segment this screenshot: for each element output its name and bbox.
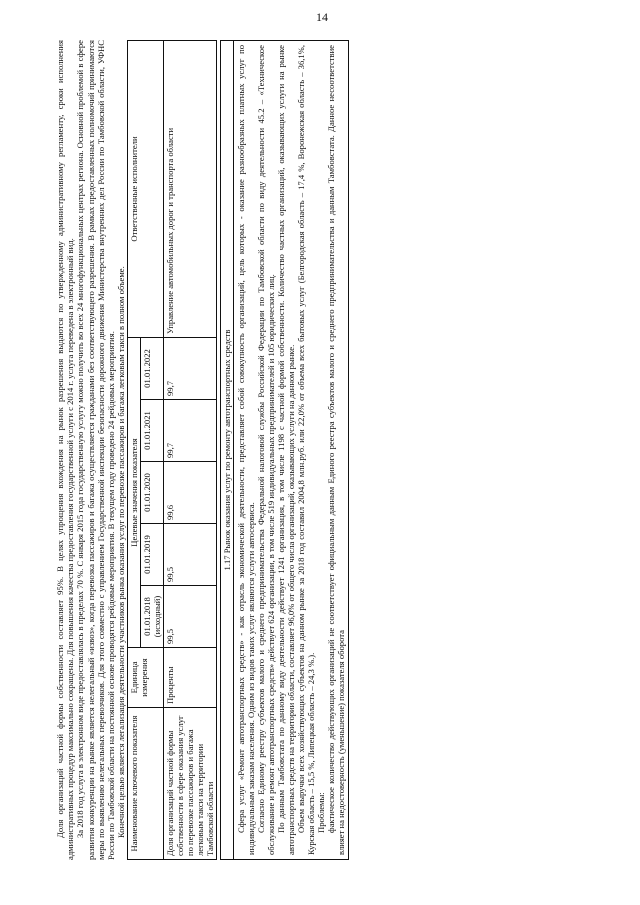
- cell-value: 99,6: [164, 462, 217, 524]
- header-year: 01.01.2021: [141, 400, 164, 462]
- cell-value: 99,7: [164, 338, 217, 400]
- section-paragraph: Согласно Единому реестру субъектов малого и среднего предпринимательства Федеральной налоговой службы Российской Федерации по Тамбовской области по виду деятельности 45.2 – «Техническое обслуживание и ремонт автотранспортных средств» действует 624 организации, в том числе 519 индивидуальных предпринимателей и 105 юридических лиц.: [256, 45, 277, 855]
- section-paragraph: По данным Тамбовстата по данному виду деятельности действует 1241 организация, в том числе 1198 с частной формой собственности. Количество частных организаций, оказывающих услуги на рынке автотранспортных средств на территории области, составляет 96,0% от общего числа организаций, оказывающих услуги на данном рынке.: [276, 45, 297, 855]
- intro-paragraph: Доля организаций частной формы собственности составляет 95%. В целях упрощения вхождения на рынок разрешения выдаются по утвержденному административному регламенту, сроки исполнения административных процедур максимально сокращены. Для повышения качества предоставления государственной услуги с 2014 г. услуга переведена в электронный вид.: [55, 40, 76, 860]
- cell-indicator: Доля организаций частной формы собственности в сфере оказания услуг по перевозке пассажиров и багажа легковым такси на территории Тамбовской области: [164, 708, 217, 860]
- section-paragraph: Объем выручки всех хозяйствующих субъектов на данном рынке за 2018 год составил 2004,8 млн.руб. или 22,0% от объема всех бытовых услуг (Белгородская область – 17,4 %, Воронежская область – 36,1%, Курская область – 15,5 %, Липецкая область – 24,3 %.).: [296, 45, 317, 855]
- intro-paragraph: За 2018 год услуга в электронном виде предоставлялась в пределах 70 %. С января 2015 года государственную услугу можно получить во всех 24 многофункциональных центрах региона. Основной проблемой в сфере развития конкуренции на рынке является нелегальный «извоз», когда перевозка пассажиров и багажа осуществляется гражданами без соответствующего разрешения. В рамках предоставленных полномочий принимаются меры по выявлению нелегальных перевозчиков. Для этого совместно с управлением Государственной инспекции безопасности дорожного движения Министерства внутренних дел России по Тамбовской области, УФНС России по Тамбовской области на постоянной основе проводятся рейдовые мероприятия. В текущем году проведено 24 рейдовых мероприятия.: [75, 40, 117, 860]
- section-title: 1.17 Рынок оказания услуг по ремонту автотранспортных средств: [221, 41, 234, 860]
- cell-value: 99,5: [164, 524, 217, 586]
- header-year: 01.01.2018 (исходный): [141, 586, 164, 648]
- header-year: 01.01.2022: [141, 338, 164, 400]
- header-targets: Целевые значения показателя: [128, 338, 141, 648]
- cell-responsible: Управление автомобильных дорог и транспорта области: [164, 41, 217, 338]
- section-paragraph: Сфера услуг «Ремонт автотранспортных средств» - как отрасль экономической деятельности, представляет собой совокупность организаций, цель которых - оказание разнообразных платных услуг по индивидуальным заказам населения. Одним из видов таких услуг являются услуги автосервиса.: [236, 45, 257, 855]
- section-paragraph: Проблемы:: [316, 792, 327, 833]
- indicator-table: [127, 40, 217, 860]
- header-indicator: Наименование ключевого показателя: [128, 708, 164, 860]
- cell-value: 99,5: [164, 586, 217, 648]
- header-unit: Единица измерения: [128, 648, 164, 708]
- cell-unit: Проценты: [164, 648, 217, 708]
- header-year: 01.01.2019: [141, 524, 164, 586]
- header-year: 01.01.2020: [141, 462, 164, 524]
- header-responsible: Ответственные исполнители: [128, 41, 164, 338]
- page-number: 14: [316, 10, 328, 24]
- cell-value: 99,7: [164, 400, 217, 462]
- section-box: [220, 40, 349, 860]
- section-body: [234, 41, 349, 860]
- table-row: [164, 41, 217, 860]
- intro-paragraph: Конечной целью является легализация деятельности участников рынка оказания услуг по перевозке пассажиров и багажа легковым такси в полном объеме.: [116, 266, 127, 838]
- section-paragraph: фактическое количество действующих организаций не соответствует официальным данным Единого реестра субъектов малого и среднего предпринимательства и данным Тамбовстата. Данное несоответствие влияет на недостоверность (уменьшение) показателя оборота: [326, 45, 347, 855]
- rotated-page-content: [55, 40, 580, 860]
